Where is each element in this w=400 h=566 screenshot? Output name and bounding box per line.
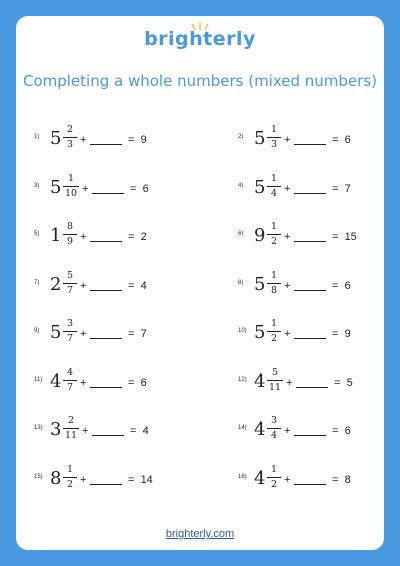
problem-number: 11) <box>34 376 43 383</box>
problem-item <box>34 316 174 350</box>
answer-blank[interactable] <box>90 484 122 485</box>
problem-item <box>238 462 378 496</box>
plus-sign: + <box>80 231 87 243</box>
problem-number: 4) <box>238 182 244 189</box>
equation-result <box>130 183 149 195</box>
answer-blank[interactable] <box>90 290 122 291</box>
fraction-bar <box>267 477 281 478</box>
equals-sign: = <box>332 473 339 486</box>
fraction-denominator: 8 <box>270 284 278 296</box>
answer-blank[interactable] <box>90 387 122 388</box>
fraction-bar <box>63 234 77 235</box>
problem-item <box>238 365 378 399</box>
brand-logo-text: brighterly <box>144 28 256 50</box>
result-value: 6 <box>142 182 149 195</box>
problem-number: 15) <box>34 473 43 480</box>
problem-number: 6) <box>238 231 244 237</box>
plus-sign: + <box>284 182 291 195</box>
fraction-bar <box>63 331 77 332</box>
equation-result <box>128 134 147 146</box>
result-value: 6 <box>344 279 351 292</box>
problem-number: 5) <box>34 231 40 237</box>
fraction-denominator: 11 <box>64 430 78 441</box>
mixed-whole-part: 4 <box>254 419 266 440</box>
plus-sign: + <box>80 473 87 486</box>
fraction <box>63 415 79 442</box>
equation-result <box>128 231 147 243</box>
mixed-whole-part: 4 <box>254 467 266 489</box>
fraction <box>267 367 283 394</box>
result-value: 14 <box>140 473 153 486</box>
equals-sign: = <box>130 182 137 195</box>
fraction <box>267 415 281 442</box>
mixed-whole-part: 8 <box>50 467 62 489</box>
problem-number: 7) <box>34 279 40 286</box>
answer-blank[interactable] <box>294 241 326 242</box>
result-value: 9 <box>344 328 351 340</box>
problem-item <box>238 171 378 205</box>
fraction <box>267 464 281 491</box>
result-value: 6 <box>344 425 351 437</box>
equals-sign: = <box>128 231 135 243</box>
result-value: 8 <box>344 473 351 486</box>
fraction-bar <box>267 283 281 284</box>
worksheet-title: Completing a whole numbers (mixed numbers) <box>22 72 377 90</box>
fraction <box>267 124 281 151</box>
problem-item <box>238 413 378 447</box>
plus-sign: + <box>284 231 291 243</box>
fraction <box>267 318 281 345</box>
fraction <box>267 221 281 248</box>
mixed-whole-part: 4 <box>50 370 62 392</box>
fraction-denominator: 10 <box>64 187 78 199</box>
equation-result <box>128 377 147 389</box>
fraction-numerator: 2 <box>66 124 74 135</box>
equals-sign: = <box>332 231 339 243</box>
problem-number: 12) <box>238 376 247 383</box>
problem-item <box>238 316 378 350</box>
fraction-numerator: 1 <box>67 172 75 184</box>
answer-blank[interactable] <box>294 290 326 291</box>
fraction-numerator: 8 <box>66 221 74 232</box>
fraction-denominator: 3 <box>270 139 278 150</box>
fraction-bar <box>267 137 281 138</box>
fraction-bar <box>267 234 281 235</box>
problem-number: 13) <box>34 425 43 431</box>
fraction-bar <box>63 186 79 187</box>
fraction <box>63 464 77 491</box>
equals-sign: = <box>128 328 135 340</box>
fraction-denominator: 4 <box>270 430 278 441</box>
answer-blank[interactable] <box>294 338 326 339</box>
result-value: 4 <box>142 425 149 437</box>
result-value: 2 <box>140 231 147 243</box>
problem-number: 8) <box>238 279 244 286</box>
plus-sign: + <box>80 328 87 340</box>
answer-blank[interactable] <box>90 338 122 339</box>
problem-item <box>34 268 174 302</box>
answer-blank[interactable] <box>92 435 124 436</box>
fraction-numerator: 1 <box>270 463 278 475</box>
fraction-denominator: 11 <box>268 381 282 393</box>
mixed-whole-part: 1 <box>50 225 62 246</box>
problem-number: 3) <box>34 182 40 189</box>
fraction-numerator: 1 <box>270 172 278 184</box>
problem-number: 14) <box>238 425 247 431</box>
mixed-whole-part: 3 <box>50 419 62 440</box>
mixed-whole-part: 5 <box>50 176 62 198</box>
fraction <box>63 124 77 151</box>
answer-blank[interactable] <box>294 193 326 194</box>
equals-sign: = <box>128 376 135 389</box>
plus-sign: + <box>284 279 291 292</box>
fraction-numerator: 1 <box>270 221 278 232</box>
mixed-whole-part: 5 <box>254 273 266 295</box>
mixed-whole-part: 5 <box>50 128 62 149</box>
fraction-bar <box>63 283 77 284</box>
result-value: 7 <box>344 182 351 195</box>
fraction <box>267 173 281 200</box>
problem-item <box>34 365 174 399</box>
fraction-bar <box>267 428 281 429</box>
fraction-numerator: 3 <box>66 318 74 329</box>
equation-result <box>130 425 149 437</box>
result-value: 6 <box>344 134 351 146</box>
equation-result <box>334 377 353 389</box>
answer-blank[interactable] <box>296 387 328 388</box>
equals-sign: = <box>128 279 135 292</box>
plus-sign: + <box>82 182 89 195</box>
equation-result <box>332 183 351 195</box>
answer-blank[interactable] <box>294 144 326 145</box>
mixed-whole-part: 5 <box>254 176 266 198</box>
problem-item <box>238 268 378 302</box>
fraction-numerator: 4 <box>66 366 74 378</box>
fraction-bar <box>267 331 281 332</box>
footer-link[interactable]: brighterly.com <box>165 528 235 540</box>
equation-result <box>332 134 351 146</box>
fraction-denominator: 2 <box>270 478 278 490</box>
problem-item <box>34 462 174 496</box>
problem-number: 9) <box>34 328 40 334</box>
mixed-whole-part: 2 <box>50 273 62 295</box>
fraction-bar <box>63 428 79 429</box>
worksheet-sheet <box>16 16 384 550</box>
problem-item <box>34 122 174 156</box>
result-value: 9 <box>140 134 147 146</box>
problem-item <box>34 171 174 205</box>
problem-item <box>238 219 378 253</box>
answer-blank[interactable] <box>294 484 326 485</box>
equation-result <box>332 328 351 340</box>
plus-sign: + <box>82 425 89 437</box>
fraction-numerator: 1 <box>270 269 278 281</box>
fraction-denominator: 3 <box>66 139 74 150</box>
equals-sign: = <box>332 134 339 146</box>
fraction-bar <box>267 186 281 187</box>
fraction-denominator: 7 <box>66 381 74 393</box>
fraction-numerator: 5 <box>271 366 279 378</box>
plus-sign: + <box>284 473 291 486</box>
fraction-numerator: 1 <box>270 124 278 135</box>
fraction <box>267 270 281 297</box>
equation-result <box>128 474 153 486</box>
plus-sign: + <box>284 425 291 437</box>
brand-logo <box>16 28 384 50</box>
fraction-denominator: 7 <box>66 284 74 296</box>
fraction-bar <box>267 380 283 381</box>
problem-item <box>238 122 378 156</box>
equation-result <box>128 328 147 340</box>
fraction-bar <box>63 477 77 478</box>
fraction-numerator: 2 <box>67 415 75 426</box>
equals-sign: = <box>128 473 135 486</box>
fraction-denominator: 2 <box>66 478 74 490</box>
fraction-numerator: 1 <box>270 318 278 329</box>
fraction-denominator: 2 <box>270 333 278 344</box>
answer-blank[interactable] <box>90 144 122 145</box>
problem-item <box>34 413 174 447</box>
problem-number: 2) <box>238 134 244 140</box>
problem-number: 10) <box>238 328 247 334</box>
mixed-whole-part: 5 <box>50 322 62 343</box>
problem-number: 16) <box>238 473 247 480</box>
fraction <box>63 270 77 297</box>
fraction-denominator: 4 <box>270 187 278 199</box>
equation-result <box>332 231 357 243</box>
fraction <box>63 173 79 200</box>
problem-number: 1) <box>34 134 40 140</box>
result-value: 15 <box>344 231 357 243</box>
fraction-numerator: 5 <box>66 269 74 281</box>
result-value: 6 <box>140 376 147 389</box>
equation-result <box>332 280 351 292</box>
fraction <box>63 367 77 394</box>
plus-sign: + <box>284 328 291 340</box>
mixed-whole-part: 5 <box>254 128 266 149</box>
result-value: 7 <box>140 328 147 340</box>
plus-sign: + <box>80 376 87 389</box>
plus-sign: + <box>80 279 87 292</box>
sun-rays-icon <box>190 21 210 31</box>
plus-sign: + <box>286 376 293 389</box>
answer-blank[interactable] <box>294 435 326 436</box>
fraction <box>63 221 77 248</box>
answer-blank[interactable] <box>92 193 124 194</box>
mixed-whole-part: 9 <box>254 225 266 246</box>
result-value: 5 <box>346 376 353 389</box>
equals-sign: = <box>128 134 135 146</box>
plus-sign: + <box>80 134 87 146</box>
equals-sign: = <box>332 328 339 340</box>
equals-sign: = <box>332 279 339 292</box>
equals-sign: = <box>332 182 339 195</box>
fraction-bar <box>63 380 77 381</box>
result-value: 4 <box>140 279 147 292</box>
mixed-whole-part: 4 <box>254 370 266 392</box>
plus-sign: + <box>284 134 291 146</box>
equals-sign: = <box>334 376 341 389</box>
mixed-whole-part: 5 <box>254 322 266 343</box>
equation-result <box>128 280 147 292</box>
fraction-numerator: 1 <box>66 463 74 475</box>
fraction-denominator: 2 <box>270 236 278 247</box>
problem-item <box>34 219 174 253</box>
fraction-numerator: 3 <box>270 415 278 426</box>
answer-blank[interactable] <box>90 241 122 242</box>
equals-sign: = <box>332 425 339 437</box>
equation-result <box>332 474 351 486</box>
equals-sign: = <box>130 425 137 437</box>
equation-result <box>332 425 351 437</box>
fraction <box>63 318 77 345</box>
fraction-bar <box>63 137 77 138</box>
fraction-denominator: 7 <box>66 333 74 344</box>
fraction-denominator: 9 <box>66 236 74 247</box>
